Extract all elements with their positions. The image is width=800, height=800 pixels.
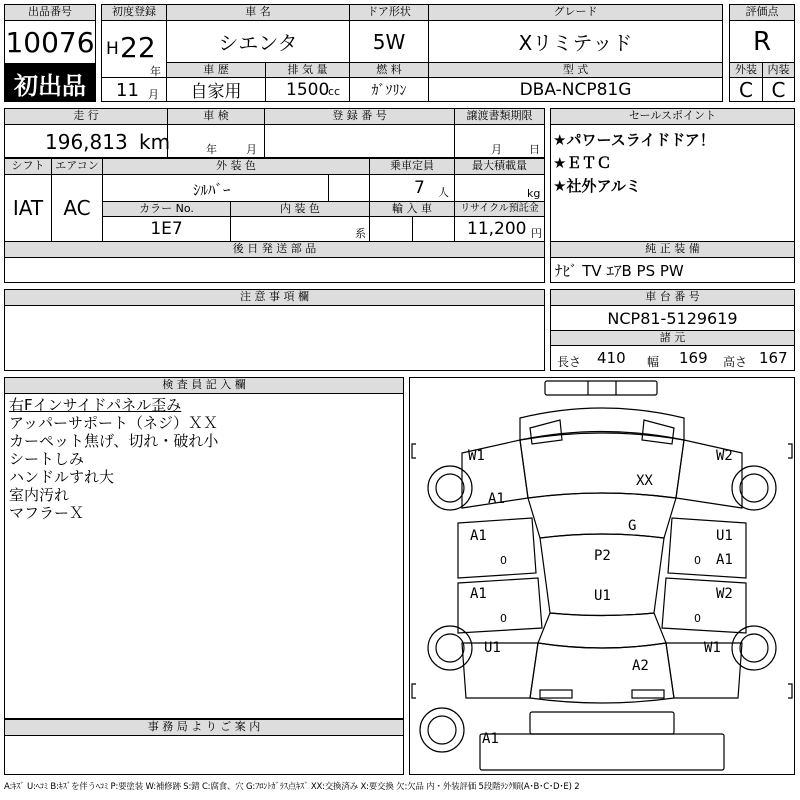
mark-a1-rl: A1	[470, 586, 487, 602]
lot-number: 10076	[4, 20, 96, 64]
displacement-label: 排 気 量	[265, 62, 350, 78]
car-outline	[410, 378, 794, 774]
recycle-value: 11,200	[467, 219, 527, 239]
transfer-month-unit: 月	[491, 143, 502, 156]
length-label: 長さ	[557, 355, 582, 369]
max-load-unit: kg	[527, 187, 541, 200]
inspection-label: 車 検	[167, 108, 265, 125]
shift-label: シフト	[4, 158, 52, 175]
first-registration	[101, 20, 167, 78]
exterior-color-value: ｼﾙﾊﾞｰ	[193, 181, 231, 199]
registration-number	[264, 124, 455, 158]
grade-label: グレード	[428, 4, 723, 21]
first-registration-label: 初度登録	[101, 4, 167, 21]
interior-label: 内装	[762, 62, 795, 78]
height-label: 高さ	[723, 355, 748, 369]
mileage	[4, 124, 171, 158]
chassis-label: 車 台 番 号	[550, 289, 795, 306]
later-parts-label: 後 日 発 送 部 品	[4, 241, 545, 258]
exterior-color	[102, 174, 370, 202]
office-label: 事 務 局 よ り ご 案 内	[4, 719, 404, 736]
mark-xx: XX	[636, 473, 653, 489]
mark-a1-rear: A1	[482, 731, 499, 747]
capacity-unit: 人	[438, 186, 449, 199]
first-listing-badge: 初出品	[4, 64, 96, 102]
import	[369, 216, 455, 242]
inspection	[167, 124, 265, 158]
score-label: 評価点	[729, 4, 795, 21]
displacement-unit: cc	[328, 85, 341, 98]
mark-a2: A2	[632, 658, 649, 674]
interior-color-label: 内 装 色	[230, 201, 370, 217]
genuine-equipment-label: 純 正 装 備	[550, 241, 795, 258]
import-divider	[412, 217, 413, 241]
office-notice	[4, 735, 404, 775]
width-value: 169	[679, 349, 708, 367]
sales-point: ★ＥＴＣ	[553, 154, 612, 172]
shift: IAT	[4, 174, 52, 242]
sales-point: ★社外アルミ	[553, 177, 641, 195]
aircon: AC	[51, 174, 103, 242]
interior-color	[230, 216, 370, 242]
lot-number-label: 出品番号	[4, 4, 96, 21]
legend: A:ｷｽﾞ U:ﾍｺﾐ B:ｷｽﾞを伴うﾍｺﾐ P:要塗装 W:補修跡 S:錆 C:腐食、穴 G:ﾌﾛﾝﾄｶﾞﾗｽ点ｷｽﾞ XX:交換済み X:要交換 欠:欠品 内・外装評価 5段階ﾗﾝｸ順(A･B･C･D･E) 2	[4, 782, 580, 792]
displacement-value: 1500	[286, 80, 330, 100]
damage-diagram	[409, 377, 795, 775]
year-unit: 年	[150, 65, 161, 78]
mark-w1-rr: W1	[704, 640, 721, 656]
exterior-grade: C	[729, 77, 763, 102]
car-name-label: 車 名	[166, 4, 350, 21]
genuine-equipment: ﾅﾋﾞ TV ｴｱB PS PW	[550, 257, 795, 283]
recycle-unit: 円	[531, 227, 542, 240]
inspector-note: カーペット焦げ、切れ・破れ小	[9, 432, 219, 450]
mark-zero-left: 0	[500, 554, 507, 567]
inspection-year-unit: 年	[206, 143, 217, 156]
model-label: 型 式	[428, 62, 723, 78]
import-label: 輸 入 車	[369, 201, 455, 217]
inspector-note: アッパーサポート（ネジ）ＸＸ	[9, 414, 218, 432]
mark-u1-fr: U1	[716, 528, 733, 544]
mark-g: G	[628, 518, 637, 534]
inspector-note: ハンドルすれ大	[9, 468, 115, 486]
model: DBA-NCP81G	[428, 77, 723, 102]
exterior-label: 外装	[729, 62, 763, 78]
later-parts	[4, 257, 545, 283]
mileage-value: 196,813	[45, 130, 128, 154]
era: H	[106, 39, 119, 59]
aircon-label: エアコン	[51, 158, 103, 175]
fuel: ｶﾞｿﾘﾝ	[349, 77, 429, 102]
inspector-note: 右Fインサイドパネル歪み	[9, 396, 182, 414]
mark-u1-roof: U1	[594, 588, 611, 604]
inspector-note: マフラーＸ	[9, 504, 85, 522]
registration-number-label: 登 録 番 号	[264, 108, 455, 125]
sales-points-label: セールスポイント	[550, 108, 795, 125]
caution-notes	[4, 305, 545, 371]
mark-a1-hood: A1	[488, 491, 505, 507]
door-label: ドア形状	[349, 4, 429, 21]
mark-zero-rr: 0	[694, 612, 701, 625]
transfer-deadline-label: 譲渡書類期限	[454, 108, 545, 125]
month-unit: 月	[148, 88, 159, 101]
displacement	[265, 77, 350, 102]
sales-points	[550, 124, 795, 242]
max-load	[454, 174, 545, 202]
reg-month	[101, 77, 167, 102]
history-label: 車 歴	[166, 62, 266, 78]
fuel-label: 燃 料	[349, 62, 429, 78]
color-number-label: カラー No.	[102, 201, 231, 217]
inspector-label: 検 査 員 記 入 欄	[4, 377, 404, 394]
capacity-value: 7	[414, 178, 425, 198]
month-value: 11	[116, 80, 139, 101]
mark-p2: P2	[594, 548, 611, 564]
mark-a1-fr: A1	[716, 552, 733, 568]
mark-zero-right: 0	[694, 554, 701, 567]
history: 自家用	[166, 77, 266, 102]
inspector-note: 室内汚れ	[9, 486, 70, 504]
inspection-month-unit: 月	[246, 143, 257, 156]
dimensions-label: 諸 元	[550, 330, 795, 346]
exterior-color-label: 外 装 色	[102, 158, 370, 175]
reg-year: 22	[120, 31, 156, 64]
mark-a1-fl: A1	[470, 528, 487, 544]
width-label: 幅	[647, 355, 660, 369]
mark-w1-front: W1	[468, 448, 485, 464]
score: R	[729, 20, 795, 63]
mileage-unit: km	[139, 130, 171, 154]
color-number: 1E7	[102, 216, 231, 242]
mark-zero-rl: 0	[500, 612, 507, 625]
inspector-notes	[4, 393, 404, 719]
capacity-label: 乗車定員	[369, 158, 455, 175]
dimensions	[550, 345, 795, 371]
mark-w2-front: W2	[716, 448, 733, 464]
length-value: 410	[597, 349, 626, 367]
capacity	[369, 174, 455, 202]
interior-grade: C	[762, 77, 795, 102]
interior-color-unit: 系	[355, 227, 366, 240]
mark-u1-rl: U1	[484, 640, 501, 656]
sales-point: ★パワースライドドア！	[553, 131, 715, 149]
inspector-note: シートしみ	[9, 450, 85, 468]
height-value: 167	[759, 349, 788, 367]
transfer-deadline	[454, 124, 545, 158]
mark-w2-rr: W2	[716, 586, 733, 602]
mileage-label: 走 行	[4, 108, 168, 125]
caution-label: 注 意 事 項 欄	[4, 289, 545, 306]
transfer-day-unit: 日	[529, 143, 540, 156]
car-name: シエンタ	[166, 20, 350, 63]
recycle-label: リサイクル預託金	[454, 201, 545, 217]
recycle-fee	[454, 216, 545, 242]
max-load-label: 最大積載量	[454, 158, 545, 175]
door-type: 5W	[349, 20, 429, 63]
color-divider	[328, 175, 329, 201]
chassis-number: NCP81-5129619	[550, 305, 795, 331]
grade: Xリミテッド	[428, 20, 723, 63]
